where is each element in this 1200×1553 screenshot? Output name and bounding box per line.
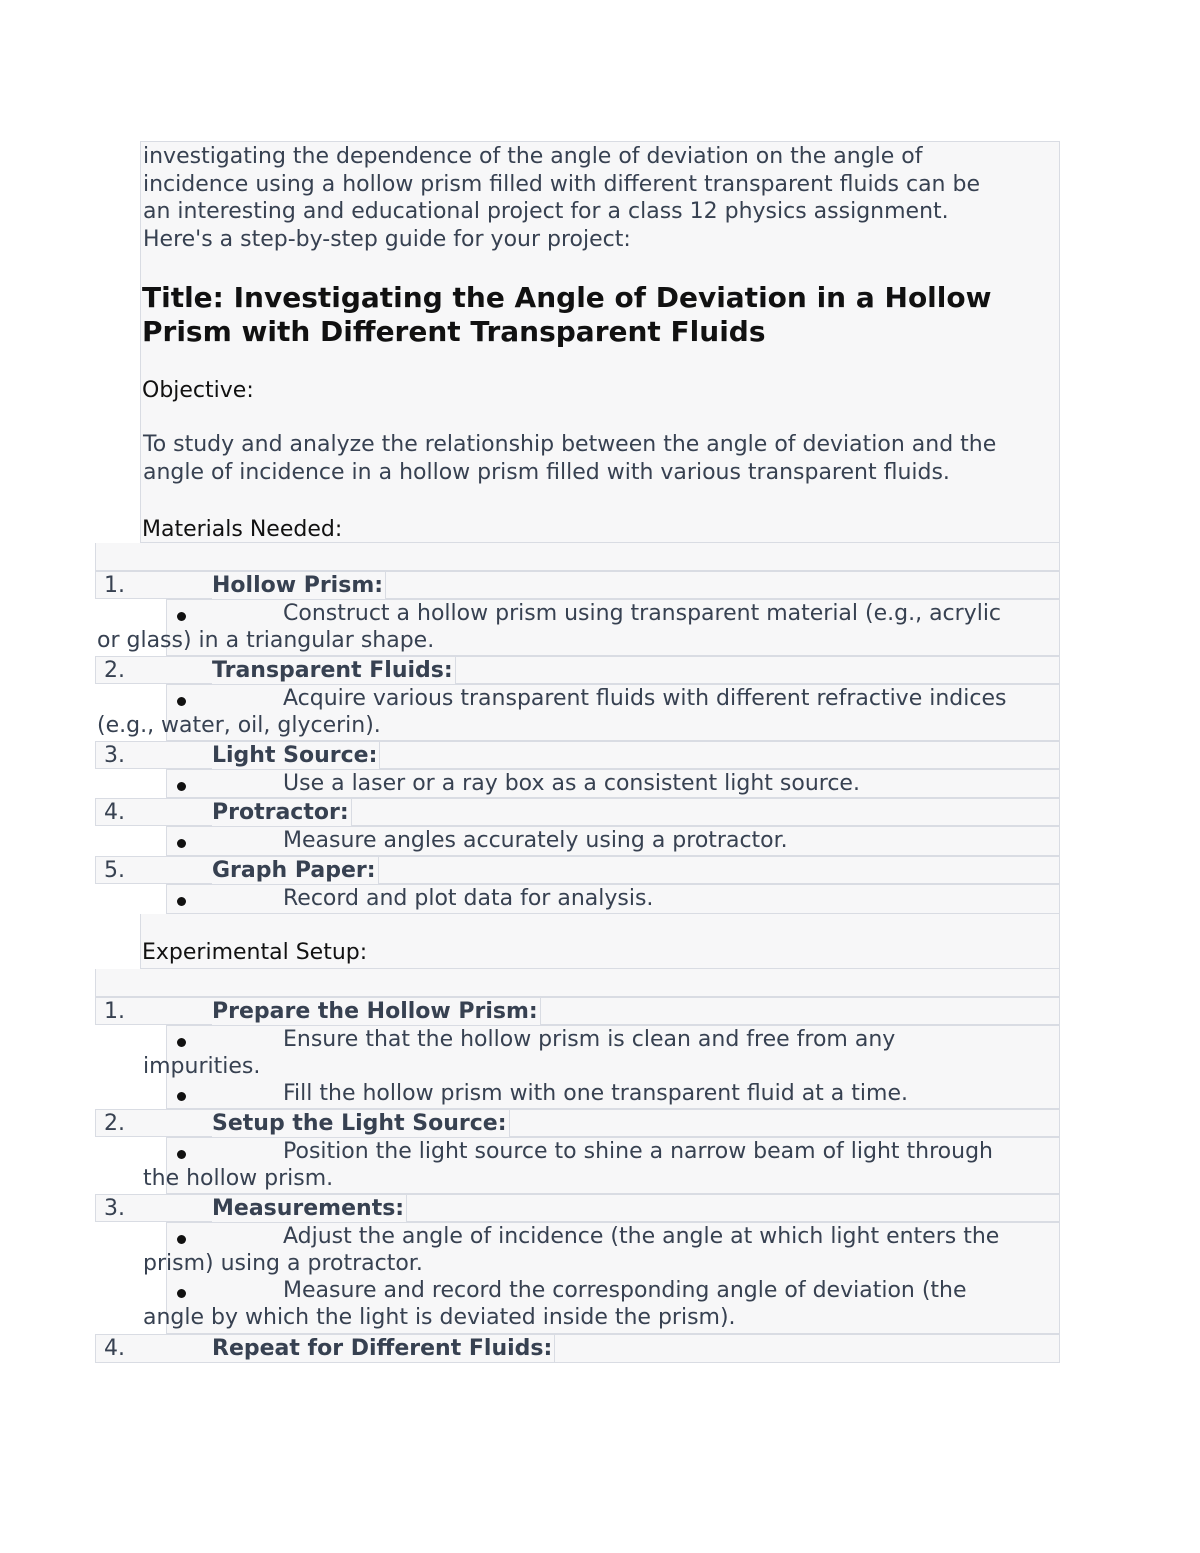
intro-block	[140, 141, 1060, 543]
materials-item-4	[95, 798, 1060, 826]
spacer-bar	[95, 969, 1060, 997]
bullet-icon	[177, 1235, 186, 1244]
intro-line: an interesting and educational project for a class 12 physics assignment.	[143, 199, 949, 224]
objective-text	[142, 431, 996, 486]
item-title: Protractor:	[212, 799, 352, 826]
item-number: 4.	[104, 1336, 125, 1361]
bullet-item: Construct a hollow prism using transparent material (e.g., acrylic or glass) in a triangular shape.	[97, 601, 1002, 653]
setup-item-3-bullets	[143, 1222, 1060, 1334]
bullet-icon	[177, 1150, 186, 1159]
setup-item-2-bullets	[143, 1137, 1060, 1194]
setup-label: Experimental Setup:	[142, 940, 368, 965]
bullet-item: Fill the hollow prism with one transparent fluid at a time.	[167, 1080, 1059, 1107]
intro-line: incidence using a hollow prism filled with different transparent fluids can be	[143, 171, 980, 197]
materials-item-2	[95, 656, 1060, 684]
intro-paragraph	[142, 143, 980, 253]
bullet-icon	[177, 782, 186, 791]
item-title: Prepare the Hollow Prism:	[212, 998, 541, 1025]
materials-item-2-bullets	[97, 684, 1060, 741]
setup-item-3	[95, 1194, 1060, 1222]
materials-item-4-bullets	[166, 826, 1060, 856]
objective-line: angle of incidence in a hollow prism filled with various transparent fluids.	[143, 459, 950, 485]
intro-line: investigating the dependence of the angle of deviation on the angle of	[143, 144, 923, 169]
item-number: 1.	[104, 573, 125, 598]
item-title: Transparent Fluids:	[212, 657, 456, 684]
item-number: 2.	[104, 1111, 125, 1136]
bullet-item: Ensure that the hollow prism is clean and free from any impurities.	[143, 1027, 896, 1079]
materials-item-3	[95, 741, 1060, 769]
bullet-item: Measure and record the corresponding angle of deviation (the angle by which the light is deviated inside the prism).	[143, 1278, 967, 1330]
setup-item-4	[95, 1334, 1060, 1363]
materials-item-1-bullets	[97, 599, 1060, 656]
bullet-icon	[177, 839, 186, 848]
item-title: Hollow Prism:	[212, 572, 386, 599]
bullet-item: Adjust the angle of incidence (the angle at which light enters the prism) using a protractor.	[143, 1224, 1000, 1276]
bullet-item: Acquire various transparent fluids with different refractive indices (e.g., water, oil, glycerin).	[97, 686, 1007, 738]
setup-heading-block	[140, 914, 1060, 969]
item-number: 4.	[104, 800, 125, 825]
setup-item-2	[95, 1109, 1060, 1137]
bullet-icon	[177, 697, 186, 706]
item-title: Graph Paper:	[212, 857, 379, 884]
item-number: 3.	[104, 1196, 125, 1221]
document-title	[142, 281, 991, 349]
item-title: Measurements:	[212, 1195, 407, 1222]
bullet-item: Record and plot data for analysis.	[167, 885, 1059, 912]
materials-item-1	[95, 571, 1060, 599]
item-title: Setup the Light Source:	[212, 1110, 510, 1137]
materials-item-3-bullets	[166, 769, 1060, 798]
title-line: Title: Investigating the Angle of Deviation in a Hollow	[142, 281, 992, 314]
item-number: 2.	[104, 658, 125, 683]
item-number: 3.	[104, 743, 125, 768]
bullet-item: Measure angles accurately using a protractor.	[167, 827, 1059, 854]
title-line: Prism with Different Transparent Fluids	[142, 315, 766, 348]
bullet-icon	[177, 1092, 186, 1101]
bullet-item: Use a laser or a ray box as a consistent light source.	[167, 770, 1059, 797]
bullet-item: Position the light source to shine a narrow beam of light through the hollow prism.	[143, 1139, 993, 1191]
item-title: Repeat for Different Fluids:	[212, 1335, 555, 1362]
objective-line: To study and analyze the relationship between the angle of deviation and the	[143, 432, 997, 457]
bullet-icon	[177, 897, 186, 906]
bullet-icon	[177, 612, 186, 621]
intro-line: Here's a step-by-step guide for your project:	[143, 226, 631, 252]
objective-label: Objective:	[142, 378, 254, 403]
materials-label: Materials Needed:	[142, 517, 343, 542]
item-number: 1.	[104, 999, 125, 1024]
spacer-bar	[95, 543, 1060, 571]
item-title: Light Source:	[212, 742, 380, 769]
setup-item-1	[95, 997, 1060, 1025]
setup-item-1-bullets	[143, 1025, 1060, 1109]
item-number: 5.	[104, 858, 125, 883]
bullet-icon	[177, 1038, 186, 1047]
materials-item-5	[95, 856, 1060, 884]
bullet-icon	[177, 1289, 186, 1298]
materials-item-5-bullets	[166, 884, 1060, 914]
